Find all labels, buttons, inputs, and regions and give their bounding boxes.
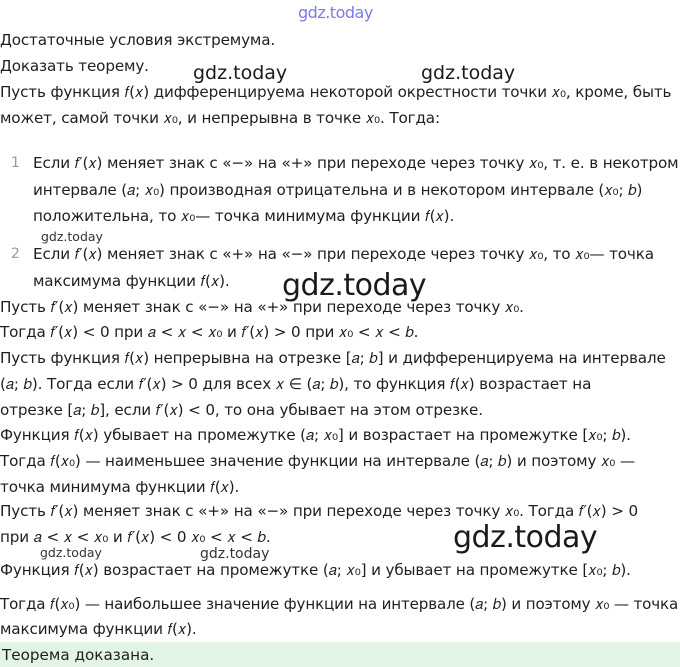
watermark: gdz.today [282, 268, 427, 303]
proof-line: (𝑎; 𝑏). Тогда если 𝑓′(𝑥) > 0 для всех 𝑥 ∈ (𝑎; 𝑏), то функция 𝑓(𝑥) возрастает на [0, 375, 592, 393]
proof-line: Пусть функция 𝑓(𝑥) непрерывна на отрезке [𝑎; 𝑏] и дифференцируема на интервале [0, 349, 666, 367]
proof-line: Тогда 𝑓(𝑥₀) — наименьшее значение функции на интервале (𝑎; 𝑏) и поэтому 𝑥₀ — [0, 452, 635, 470]
theorem-text: Пусть функция 𝑓(𝑥) дифференцируема некоторой окрестности точки 𝑥₀, кроме, быть [0, 83, 672, 101]
proof-line: Пусть 𝑓′(𝑥) меняет знак с «+» на «−» при переходе через точку 𝑥₀. Тогда 𝑓′(𝑥) > 0 [0, 502, 638, 520]
proof-line: Функция 𝑓(𝑥) убывает на промежутке (𝑎; 𝑥₀] и возрастает на промежутке [𝑥₀; 𝑏). [0, 426, 631, 444]
watermark: gdz.today [40, 545, 102, 560]
conclusion-banner [0, 642, 680, 667]
watermark: gdz.today [200, 546, 270, 562]
list-item-text: Если 𝑓′(𝑥) меняет знак с «+» на «−» при переходе через точку 𝑥₀, то 𝑥₀— точка [33, 245, 654, 263]
proof-line: максимума функции 𝑓(𝑥). [0, 620, 197, 638]
section-title: Достаточные условия экстремума. [0, 31, 276, 49]
conclusion-text: Теорема доказана. [2, 646, 155, 664]
watermark: gdz.today [193, 62, 288, 84]
proof-line: Тогда 𝑓(𝑥₀) — наибольшее значение функции на интервале (𝑎; 𝑏) и поэтому 𝑥₀ — точка [0, 595, 679, 613]
task-statement: Доказать теорему. [0, 57, 149, 75]
watermark: gdz.today [421, 62, 516, 84]
watermark-top: gdz.today [298, 3, 373, 22]
proof-line: Функция 𝑓(𝑥) возрастает на промежутке (𝑎; 𝑥₀] и убывает на промежутке [𝑥₀; 𝑏). [0, 561, 631, 579]
list-item-text: интервале (𝑎; 𝑥₀) производная отрицательна и в некотором интервале (𝑥₀; 𝑏) [33, 181, 643, 199]
proof-line: отрезке [𝑎; 𝑏], если 𝑓′(𝑥) < 0, то она убывает на этом отрезке. [0, 401, 483, 419]
list-number: 1 [11, 155, 20, 171]
list-number: 2 [11, 246, 20, 262]
proof-line: точка минимума функции 𝑓(𝑥). [0, 478, 240, 496]
proof-line: Пусть 𝑓′(𝑥) меняет знак с «−» на «+» при переходе через точку 𝑥₀. [0, 298, 524, 316]
theorem-text: может, самой точки 𝑥₀, и непрерывна в точке 𝑥₀. Тогда: [0, 109, 440, 127]
watermark: gdz.today [453, 520, 598, 555]
proof-line: Тогда 𝑓′(𝑥) < 0 при 𝑎 < 𝑥 < 𝑥₀ и 𝑓′(𝑥) > 0 при 𝑥₀ < 𝑥 < 𝑏. [0, 323, 419, 341]
watermark: gdz.today [41, 229, 103, 244]
proof-line: при 𝑎 < 𝑥 < 𝑥₀ и 𝑓′(𝑥) < 0 𝑥₀ < 𝑥 < 𝑏. [0, 528, 271, 546]
list-item-text: Если 𝑓′(𝑥) меняет знак с «−» на «+» при переходе через точку 𝑥₀, т. е. в некотром [33, 154, 679, 172]
list-item-text: положительна, то 𝑥₀— точка минимума функции 𝑓(𝑥). [33, 207, 455, 225]
list-item-text: максимума функции 𝑓(𝑥). [33, 272, 230, 290]
